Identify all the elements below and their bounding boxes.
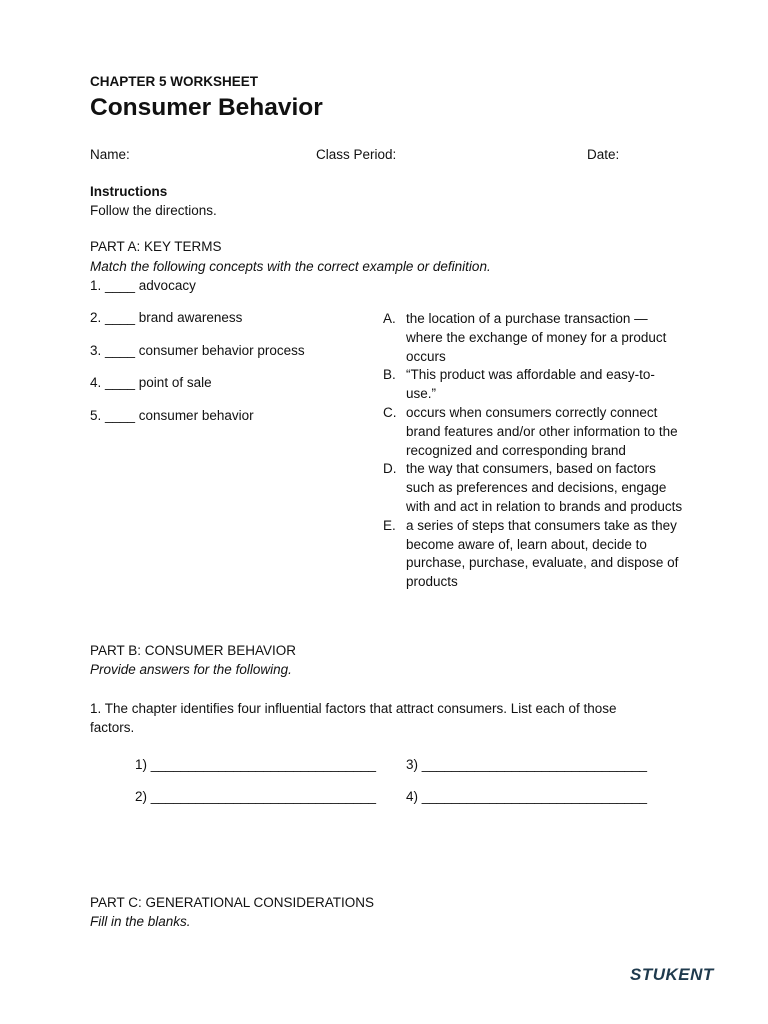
definition-item (383, 310, 683, 366)
definition-item (383, 460, 683, 516)
definition-letter: B. (383, 367, 396, 383)
part-a-subtitle: Match the following concepts with the correct example or definition. (90, 259, 491, 274)
term-item: 4. ____ point of sale (90, 375, 212, 390)
svg-text:STUKENT: STUKENT (630, 965, 714, 984)
definition-list (383, 310, 683, 592)
part-a-heading: PART A: KEY TERMS (90, 239, 222, 254)
definition-letter: E. (383, 517, 396, 533)
instructions-text: Follow the directions. (90, 203, 217, 218)
definition-text: “This product was affordable and easy-to-use.” (406, 367, 655, 402)
answer-blank[interactable]: 3) ______________________________ (406, 757, 647, 772)
part-c-subtitle: Fill in the blanks. (90, 914, 191, 929)
answer-blank[interactable]: 4) ______________________________ (406, 789, 647, 804)
part-c-heading: PART C: GENERATIONAL CONSIDERATIONS (90, 895, 375, 910)
definition-item (383, 366, 683, 404)
part-b-heading: PART B: CONSUMER BEHAVIOR (90, 643, 297, 658)
term-item: 3. ____ consumer behavior process (90, 343, 305, 358)
name-field-label: Name: (90, 147, 130, 162)
definition-letter: A. (383, 311, 396, 326)
definition-text: a series of steps that consumers take as they become aware of, learn about, decide to purchase, purchase, evaluate, and dispose of products (406, 517, 679, 590)
instructions-heading: Instructions (90, 184, 168, 199)
term-item: 1. ____ advocacy (90, 278, 196, 293)
answer-blank[interactable]: 1) ______________________________ (135, 757, 376, 772)
part-b-question: 1. The chapter identifies four influential factors that attract consumers. List each of those factors. (90, 701, 617, 735)
definition-text: the way that consumers, based on factors such as preferences and decisions, engage with and act in relation to brands and products (406, 461, 683, 514)
stukent-logo (630, 963, 722, 990)
answer-blank[interactable]: 2) ______________________________ (135, 789, 376, 804)
definition-item (383, 517, 683, 592)
term-item: 2. ____ brand awareness (90, 310, 243, 325)
term-item: 5. ____ consumer behavior (90, 408, 254, 423)
definition-text: the location of a purchase transaction — where the exchange of money for a product occurs (406, 311, 667, 364)
definition-letter: C. (383, 404, 397, 420)
definition-letter: D. (383, 461, 397, 477)
definition-text: occurs when consumers correctly connect brand features and/or other information to the recognized and corresponding brand (406, 404, 678, 458)
page-title: Consumer Behavior (90, 94, 323, 121)
definition-item (383, 404, 683, 460)
stukent-logo-mark (630, 963, 722, 985)
worksheet-kicker: CHAPTER 5 WORKSHEET (90, 74, 259, 89)
date-field-label: Date: (587, 147, 620, 162)
part-b-subtitle: Provide answers for the following. (90, 662, 292, 677)
class-period-field-label: Class Period: (316, 147, 397, 162)
